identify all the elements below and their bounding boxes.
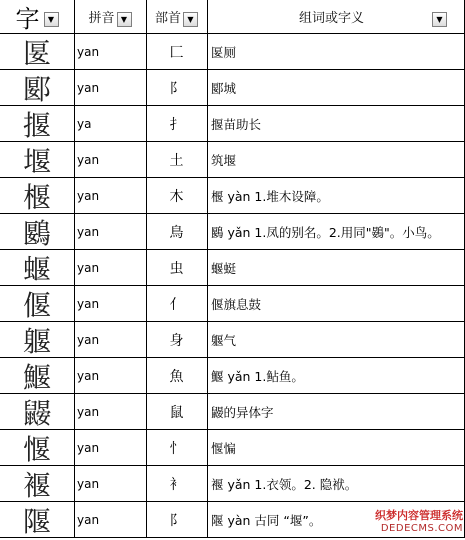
column-divider [207,0,208,537]
cell-pinyin[interactable]: yan [77,260,100,275]
cell-bushou[interactable]: 阝 [169,512,184,529]
filter-dropdown-zi[interactable] [44,12,59,27]
table-row[interactable] [0,286,465,322]
cell-zi[interactable]: 鰋 [22,360,51,394]
cell-meaning[interactable]: 愝惼 [211,440,237,456]
cell-bushou[interactable]: 土 [169,152,184,169]
cell-pinyin[interactable]: yan [77,440,100,455]
cell-zi[interactable]: 椻 [22,180,51,214]
cell-pinyin[interactable]: yan [77,476,100,491]
cell-bushou[interactable]: 亻 [169,296,184,313]
cell-pinyin[interactable]: yan [77,512,100,527]
filter-dropdown-bushou[interactable] [183,12,198,27]
watermark [375,509,463,535]
header-meaning [207,0,465,33]
watermark-line1: 织梦内容管理系统 [375,509,463,522]
dropdown-arrow-icon: ▼ [436,14,443,24]
cell-bushou[interactable]: 匚 [169,44,184,61]
dropdown-arrow-icon: ▼ [47,14,55,24]
column-divider [74,0,75,537]
cell-bushou[interactable]: 衤 [169,476,184,493]
cell-meaning[interactable]: 筑堰 [211,152,237,168]
cell-pinyin[interactable]: yan [77,188,100,203]
cell-bushou[interactable]: 阝 [169,80,184,97]
cell-pinyin[interactable]: yan [77,80,100,95]
cell-zi[interactable]: 鼹 [22,396,51,430]
table-row[interactable] [0,322,465,358]
cell-zi[interactable]: 堰 [22,144,51,178]
header-bushou-label: 部首 [154,11,181,26]
cell-zi[interactable]: 隁 [22,504,51,538]
cell-pinyin[interactable]: ya [77,116,92,131]
table-row[interactable] [0,394,465,430]
cell-meaning[interactable]: 揠苗助长 [211,116,262,132]
cell-meaning[interactable]: 躽气 [211,332,237,348]
cell-pinyin[interactable]: yan [77,368,100,383]
filter-dropdown-meaning[interactable] [432,12,447,27]
table-row[interactable] [0,214,465,250]
cell-zi[interactable]: 蝘 [22,252,51,286]
header-row [0,0,465,34]
cell-bushou[interactable]: 虫 [169,260,184,277]
cell-meaning[interactable]: 郾城 [211,80,237,96]
cell-zi[interactable]: 鶠 [22,216,51,250]
cell-bushou[interactable]: 忄 [169,440,184,457]
cell-meaning[interactable]: 鼹的异体字 [211,404,274,420]
header-zi [0,0,74,33]
cell-zi[interactable]: 褗 [22,468,51,502]
cell-meaning[interactable]: 隁 yàn 古同 “堰”。 [211,512,322,528]
cell-meaning[interactable]: 椻 yàn 1.堆木设障。 [211,188,329,204]
header-zi-label: 字 [15,5,40,33]
cell-meaning[interactable]: 蝘蜓 [211,260,237,276]
cell-bushou[interactable]: 魚 [169,368,184,385]
cell-meaning[interactable]: 褗 yǎn 1.衣领。2. 隐袱。 [211,476,358,492]
cell-bushou[interactable]: 鼠 [169,404,184,421]
cell-bushou[interactable]: 鳥 [169,224,184,241]
cell-pinyin[interactable]: yan [77,224,100,239]
cell-zi[interactable]: 躽 [22,324,51,358]
table-row[interactable] [0,430,465,466]
table-row[interactable] [0,70,465,106]
cell-bushou[interactable]: 扌 [169,116,184,133]
cell-pinyin[interactable]: yan [77,44,100,59]
table-row[interactable] [0,142,465,178]
header-bushou [146,0,207,33]
cell-meaning[interactable]: 偃旗息鼓 [211,296,262,312]
table-row[interactable] [0,106,465,142]
cell-bushou[interactable]: 木 [169,188,184,205]
cell-pinyin[interactable]: yan [77,332,100,347]
cell-bushou[interactable]: 身 [169,332,184,349]
dropdown-arrow-icon: ▼ [187,14,194,24]
cell-zi[interactable]: 匽 [22,36,51,70]
header-pinyin [74,0,146,33]
cell-meaning[interactable]: 鰋 yǎn 1.鲇鱼。 [211,368,304,384]
table-row[interactable] [0,358,465,394]
table-row[interactable] [0,34,465,70]
header-pinyin-label: 拼音 [88,11,115,26]
cell-pinyin[interactable]: yan [77,404,100,419]
cell-zi[interactable]: 揠 [22,108,51,142]
table-row[interactable] [0,466,465,502]
cell-zi[interactable]: 偃 [22,288,51,322]
dropdown-arrow-icon: ▼ [120,14,128,24]
watermark-line2: DEDECMS.COM [380,523,463,534]
column-divider [146,0,147,537]
cell-zi[interactable]: 愝 [22,432,51,466]
cell-pinyin[interactable]: yan [77,296,100,311]
cell-pinyin[interactable]: yan [77,152,100,167]
cell-meaning[interactable]: 鶠 yǎn 1.凤的别名。2.用同"鷃"。小鸟。 [211,224,440,240]
table-row[interactable] [0,178,465,214]
header-meaning-label: 组词或字义 [298,11,364,26]
table-row[interactable] [0,250,465,286]
cell-zi[interactable]: 郾 [22,72,51,106]
cell-meaning[interactable]: 匽厕 [211,44,237,60]
filter-dropdown-pinyin[interactable] [117,12,132,27]
